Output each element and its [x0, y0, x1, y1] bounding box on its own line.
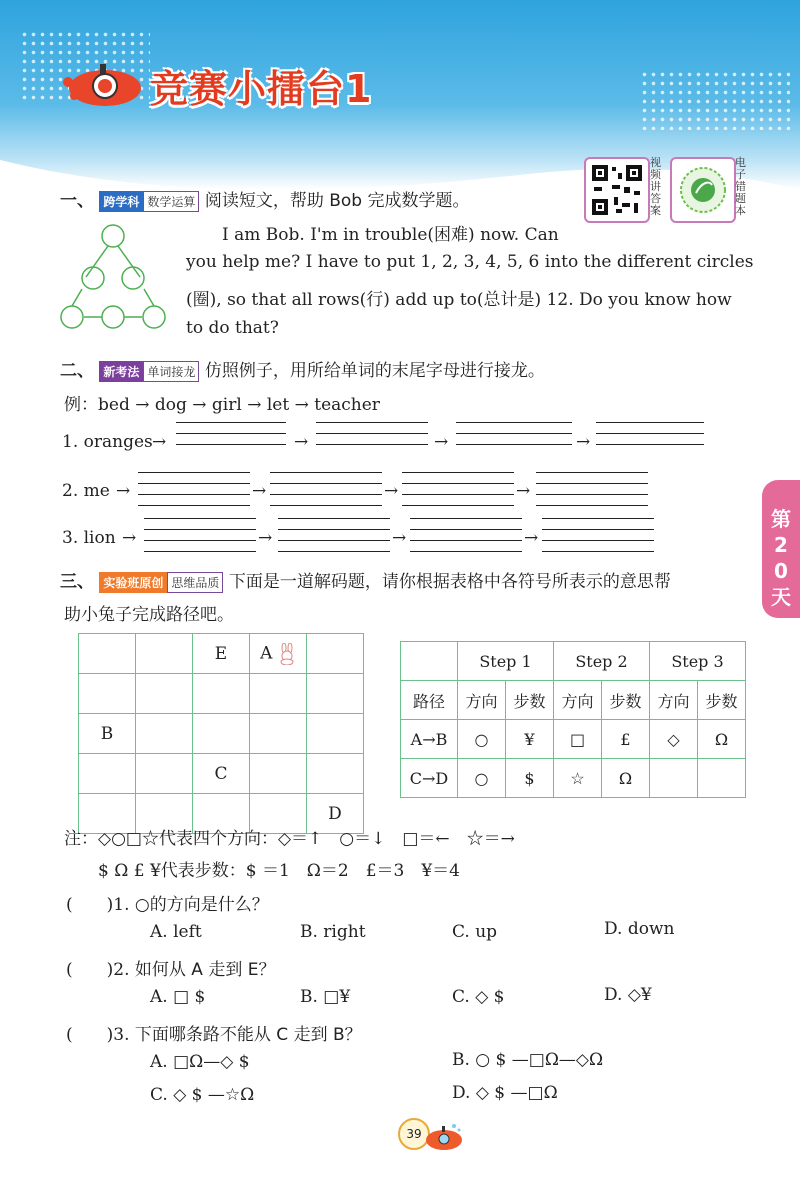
- q3-option-d: D. ◇ $ —□Ω: [452, 1083, 558, 1103]
- map-grid: [78, 633, 364, 834]
- section2-heading: [60, 356, 545, 382]
- question-3: [66, 1020, 362, 1045]
- table-cell: ¥: [506, 720, 554, 759]
- qr-code-icon: [584, 157, 650, 223]
- grid-cell: [79, 674, 136, 714]
- grid-cell: [307, 674, 364, 714]
- grid-cell: [250, 714, 307, 754]
- q2-option-b: B. □¥: [300, 987, 351, 1007]
- question-text: ○的方向是什么？: [134, 895, 269, 915]
- section2-instruction: 仿照例子，用所给单词的末尾字母进行接龙。: [204, 361, 545, 381]
- rabbit-icon: [278, 643, 296, 665]
- grid-cell: E: [193, 634, 250, 674]
- passage-line-3: (圈), so that all rows(行) add up to(总计是) 12. Do you know how: [186, 290, 732, 310]
- word-chain-example: 例：bed → dog → girl → let → teacher: [64, 395, 380, 415]
- table-cell: Ω: [698, 720, 746, 759]
- legend-directions: 注：◇○□☆代表四个方向：◇＝↑ ○＝↓ □＝← ☆＝→: [64, 829, 515, 849]
- grid-cell: [136, 634, 193, 674]
- table-cell: Ω: [602, 759, 650, 798]
- section2-tag: 新考法: [99, 361, 143, 382]
- word-chain-item-2: 2. me: [62, 481, 110, 501]
- q2-option-c: C. ◇ $: [452, 987, 505, 1007]
- grid-cell: [307, 714, 364, 754]
- table-cell: ☆: [554, 759, 602, 798]
- submarine-icon: [422, 1122, 466, 1154]
- qr-label-notebook: 电子错题本: [735, 156, 746, 217]
- legend-steps: $ Ω £ ¥代表步数：$ ＝1 Ω＝2 £＝3 ¥＝4: [98, 861, 460, 881]
- grid-cell: [136, 754, 193, 794]
- section3-number: 三、: [60, 572, 94, 592]
- section3-instruction-1: 下面是一道解码题，请你根据表格中各符号所表示的意思帮: [228, 572, 671, 592]
- page-title: 竞赛小擂台1: [150, 67, 373, 111]
- table-path: C→D: [401, 759, 458, 798]
- code-table: [400, 641, 746, 798]
- grid-cell: [250, 754, 307, 794]
- question-text: 如何从 A 走到 E？: [134, 960, 276, 980]
- table-cell: □: [554, 720, 602, 759]
- question-number: ( )3.: [66, 1025, 130, 1045]
- grid-cell: [136, 714, 193, 754]
- table-step-header: Step 2: [554, 642, 650, 681]
- word-chain-item-3: 3. lion: [62, 528, 116, 548]
- q3-option-a: A. □Ω—◇ $: [150, 1052, 250, 1072]
- day-tab-label: 第20天: [771, 507, 791, 609]
- grid-cell: [307, 634, 364, 674]
- grid-cell: B: [79, 714, 136, 754]
- section1-tag2: 数学运算: [143, 191, 199, 212]
- table-sub-header: 步数: [506, 681, 554, 720]
- grid-cell: [136, 674, 193, 714]
- table-sub-header: 步数: [602, 681, 650, 720]
- grid-cell: [193, 674, 250, 714]
- section1-instruction: 阅读短文，帮助 Bob 完成数学题。: [204, 191, 470, 211]
- passage-line-4: to do that?: [186, 318, 279, 338]
- q3-option-c: C. ◇ $ —☆Ω: [150, 1085, 255, 1105]
- question-1: [66, 890, 269, 915]
- grid-cell: [79, 754, 136, 794]
- grid-cell: [79, 634, 136, 674]
- table-corner: [401, 642, 458, 681]
- q1-option-a: A. left: [150, 922, 202, 942]
- question-text: 下面哪条路不能从 C 走到 B？: [134, 1025, 362, 1045]
- table-sub-header: 方向: [650, 681, 698, 720]
- q2-option-a: A. □ $: [150, 987, 206, 1007]
- q1-option-b: B. right: [300, 922, 366, 942]
- table-sub-header: 方向: [458, 681, 506, 720]
- grid-cell-label: A: [260, 643, 273, 663]
- table-cell: [698, 759, 746, 798]
- wrong-answer-notebook-icon: [670, 157, 736, 223]
- grid-cell: [250, 674, 307, 714]
- page-number: 39: [398, 1118, 430, 1150]
- question-2: [66, 955, 275, 980]
- grid-cell: [307, 754, 364, 794]
- table-sub-header: 步数: [698, 681, 746, 720]
- table-cell: [650, 759, 698, 798]
- passage-line-1: I am Bob. I'm in trouble(困难) now. Can: [222, 225, 559, 245]
- grid-cell: C: [193, 754, 250, 794]
- section2-number: 二、: [60, 361, 94, 381]
- question-number: ( )2.: [66, 960, 130, 980]
- section3-heading: [60, 567, 671, 593]
- table-path: A→B: [401, 720, 458, 759]
- section2-tag2: 单词接龙: [143, 361, 199, 382]
- grid-cell-rabbit: [250, 634, 307, 674]
- section1-heading: [60, 186, 470, 212]
- section3-tag: 实验班原创: [99, 572, 167, 593]
- circle-triangle-diagram: [58, 222, 170, 334]
- q3-option-b: B. ○ $ —□Ω—◇Ω: [452, 1050, 604, 1070]
- table-sub-header: 方向: [554, 681, 602, 720]
- passage-line-2: you help me? I have to put 1, 2, 3, 4, 5, 6 into the different circles: [186, 252, 754, 272]
- q2-option-d: D. ◇¥: [604, 985, 652, 1005]
- question-number: ( )1.: [66, 895, 130, 915]
- q1-option-d: D. down: [604, 919, 675, 939]
- grid-cell: [193, 714, 250, 754]
- section3-tag2: 思维品质: [167, 572, 223, 593]
- table-row-header: 路径: [401, 681, 458, 720]
- table-step-header: Step 1: [458, 642, 554, 681]
- q1-option-c: C. up: [452, 922, 498, 942]
- grid-cell: D: [307, 794, 364, 834]
- section1-tag: 跨学科: [99, 191, 143, 212]
- table-cell: ◇: [650, 720, 698, 759]
- table-cell: £: [602, 720, 650, 759]
- section3-instruction-2: 助小兔子完成路径吧。: [64, 605, 234, 625]
- day-tab: [762, 480, 800, 618]
- word-chain-item-1: 1. oranges: [62, 432, 153, 452]
- table-cell: ○: [458, 759, 506, 798]
- qr-label-video: 视频讲答案: [650, 156, 661, 217]
- table-cell: $: [506, 759, 554, 798]
- table-step-header: Step 3: [650, 642, 746, 681]
- section1-number: 一、: [60, 191, 94, 211]
- submarine-icon: [60, 58, 150, 110]
- table-cell: ○: [458, 720, 506, 759]
